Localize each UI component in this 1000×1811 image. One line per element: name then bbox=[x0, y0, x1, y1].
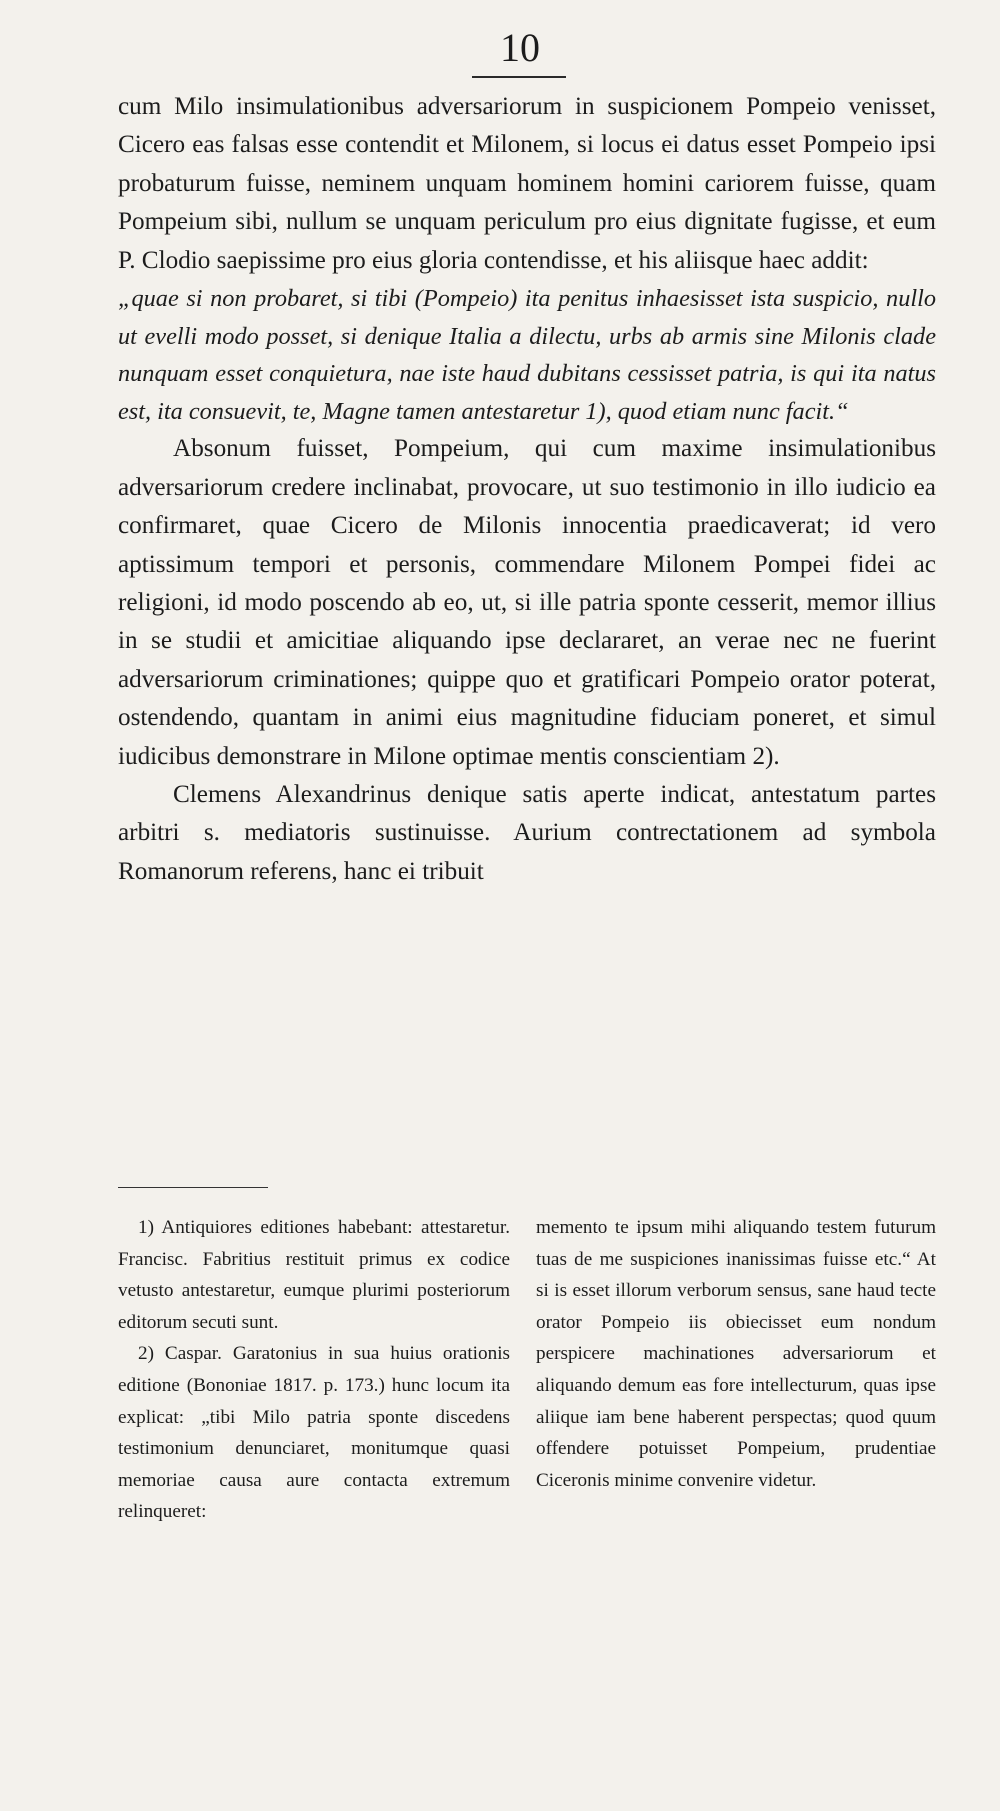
footnote-2-continuation: memento te ipsum mihi aliquando testem futurum tuas de me suspiciones inanissimas fuisse etc.“ At si is esset illorum verborum sensus, sane haud tecte orator Pompeio iis obiecisset eum nondum perspicere machinationes adversariorum et aliquando demum eas fore intellecturum, quas ipse aliique iam bene haberent perspectas; quod quum offendere potuisset Pompeium, prudentiae Ciceronis minime convenire videtur. bbox=[536, 1217, 936, 1491]
paragraph-1: cum Milo insimulationibus adversariorum in suspicionem Pompeio venisset, Cicero eas falsas esse contendit et Milonem, si locus ei datus esset Pompeio ipsi probaturum fuisse, neminem unquam hominem homini cariorem fuisse, quam Pompeium sibi, nullum se unquam periculum pro eius dignitate fugisse, et eum P. Clodio saepissime pro eius gloria contendisse, et his aliisque haec addit: bbox=[118, 93, 936, 274]
footnotes bbox=[118, 1212, 936, 1528]
footnote-2: 2) Caspar. Garatonius in sua huius orationis editione (Bononiae 1817. p. 173.) hunc locum ita explicat: „tibi Milo patria sponte discedens testimonium denunciaret, monitumque quasi memoriae causa aure contacta extremum relinqueret: bbox=[118, 1343, 510, 1523]
main-text bbox=[118, 88, 936, 891]
footnotes-right-column bbox=[536, 1212, 936, 1528]
paragraph-3: Clemens Alexandrinus denique satis aperte indicat, antestatum partes arbitri s. mediatoris sustinuisse. Aurium contrectationem ad symbola Romanorum referens, hanc ei tribuit bbox=[118, 781, 936, 885]
footnote-separator bbox=[118, 1187, 268, 1188]
footnotes-left-column bbox=[118, 1212, 510, 1528]
cicero-quotation: „quae si non probaret, si tibi (Pompeio) ita penitus inhaesisset ista suspicio, nullo ut evelli modo posset, si denique Italia a dilectu, urbs ab armis sine Milonis clade nunquam esset conquietura, nae iste haud dubitans cessisset patria, is qui ita natus est, ita consuevit, te, Magne tamen antestaretur 1), quod etiam nunc facit.“ bbox=[118, 285, 936, 425]
footnote-1: 1) Antiquiores editiones habebant: attestaretur. Francisc. Fabritius restituit primus ex codice vetusto antestaretur, eumque plurimi posteriorum editorum secuti sunt. bbox=[118, 1217, 510, 1333]
page-number: 10 bbox=[500, 25, 540, 70]
paragraph-2: Absonum fuisset, Pompeium, qui cum maxime insimulationibus adversariorum credere inclinabat, provocare, ut suo testimonio in illo iudicio ea confirmaret, quae Cicero de Milonis innocentia praedicaverat; id vero aptissimum tempori et personis, commendare Milonem Pompei fidei ac religioni, id modo poscendo ab eo, ut, si ille patria sponte cesserit, memor illius in se studii et amicitiae aliquando ipse declararet, an verae nec ne fuerint adversariorum criminationes; quippe quo et gratificari Pompeio orator poterat, ostendendo, quantam in animi eius magnitudine fiduciam poneret, et simul iudicibus demonstrare in Milone optimae mentis conscientiam 2). bbox=[118, 435, 936, 770]
page-number-underline bbox=[472, 76, 566, 78]
